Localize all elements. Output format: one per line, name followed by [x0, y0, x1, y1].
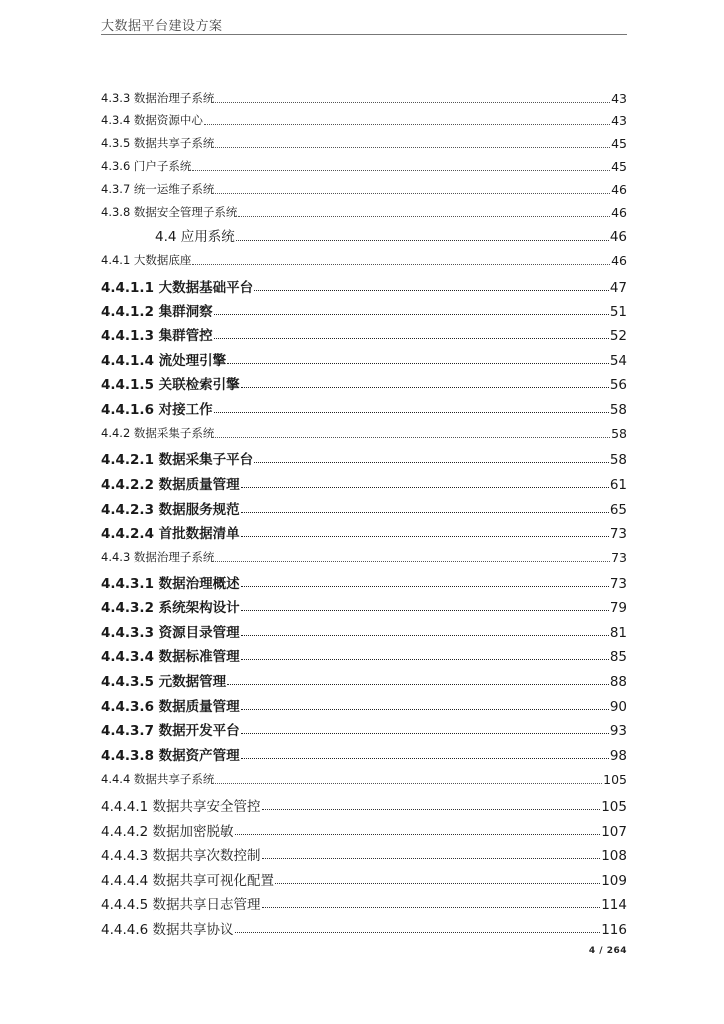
toc-dot-leader [192, 169, 610, 171]
toc-entry-page: 73 [609, 576, 627, 592]
toc-entry-title: 4.4.3.7 数据开发平台 [101, 723, 240, 739]
toc-entry[interactable] [101, 108, 627, 128]
toc-dot-leader [227, 683, 609, 685]
toc-entry-page: 88 [609, 674, 627, 690]
toc-dot-leader [236, 239, 609, 241]
toc-entry[interactable] [101, 617, 627, 641]
toc-dot-leader [215, 560, 610, 562]
toc-entry-page: 58 [611, 426, 627, 441]
toc-entry-page: 81 [609, 625, 627, 641]
toc-entry-page: 73 [611, 550, 627, 565]
toc-dot-leader [192, 263, 610, 265]
toc-entry-title: 4.4.3.1 数据治理概述 [101, 576, 240, 592]
toc-entry-title: 4.4.3.3 资源目录管理 [101, 625, 240, 641]
toc-entry-page: 43 [611, 113, 627, 128]
toc-entry-page: 116 [601, 922, 627, 938]
toc-entry-title: 4.4.1.5 关联检索引擎 [101, 377, 240, 393]
toc-entry[interactable] [101, 740, 627, 764]
toc-dot-leader [227, 362, 609, 364]
toc-entry-page: 98 [609, 748, 627, 764]
toc-entry-title: 4.4.1 大数据底座 [101, 253, 192, 267]
toc-dot-leader [241, 757, 609, 759]
toc-dot-leader [214, 313, 609, 315]
toc-entry-title: 4.3.4 数据资源中心 [101, 113, 203, 127]
toc-entry-page: 108 [601, 848, 627, 864]
toc-entry[interactable] [101, 889, 627, 913]
toc-entry[interactable] [101, 494, 627, 518]
toc-entry-title: 4.3.5 数据共享子系统 [101, 136, 215, 150]
toc-entry-title: 4.4.2 数据采集子系统 [101, 426, 215, 440]
document-header-title: 大数据平台建设方案 [101, 19, 223, 34]
toc-entry-title: 4.4.4.2 数据加密脱敏 [101, 824, 234, 840]
toc-dot-leader [215, 101, 610, 103]
toc-entry-page: 45 [611, 136, 627, 151]
toc-entry-page: 105 [603, 772, 627, 787]
toc-dot-leader [275, 882, 600, 884]
toc-entry-title: 4.4.4.4 数据共享可视化配置 [101, 873, 275, 889]
toc-dot-leader [215, 436, 610, 438]
toc-dot-leader [235, 833, 601, 835]
toc-entry-title: 4.4.4.1 数据共享安全管控 [101, 799, 261, 815]
toc-entry-page: 107 [601, 824, 627, 840]
toc-entry[interactable] [101, 791, 627, 815]
toc-entry-title: 4.4.4.3 数据共享次数控制 [101, 848, 261, 864]
toc-entry-page: 54 [609, 353, 627, 369]
toc-entry-page: 109 [601, 873, 627, 889]
toc-entry-title: 4.4.1.3 集群管控 [101, 328, 213, 344]
toc-entry[interactable] [101, 248, 627, 268]
toc-entry-title: 4.3.8 数据安全管理子系统 [101, 205, 238, 219]
toc-entry-title: 4.3.6 门户子系统 [101, 159, 192, 173]
toc-entry-page: 43 [611, 91, 627, 106]
toc-entry[interactable] [101, 394, 627, 418]
toc-entry-title: 4.4.3 数据治理子系统 [101, 550, 215, 564]
toc-dot-leader [215, 192, 610, 194]
toc-entry-title: 4.4.1.1 大数据基础平台 [101, 280, 254, 296]
toc-dot-leader [241, 585, 609, 587]
toc-entry-title: 4.4.4.6 数据共享协议 [101, 922, 234, 938]
toc-entry-title: 4.4 应用系统 [155, 229, 235, 245]
toc-entry-page: 73 [609, 526, 627, 542]
toc-entry[interactable] [101, 816, 627, 840]
toc-entry[interactable] [101, 154, 627, 174]
toc-dot-leader [204, 123, 610, 125]
toc-entry-page: 85 [609, 649, 627, 665]
toc-entry[interactable] [101, 469, 627, 493]
toc-entry[interactable] [101, 223, 627, 245]
toc-entry-title: 4.4.2.1 数据采集子平台 [101, 452, 254, 468]
toc-dot-leader [214, 337, 609, 339]
toc-entry-page: 105 [601, 799, 627, 815]
toc-entry-page: 46 [609, 229, 627, 245]
toc-entry-page: 51 [609, 304, 627, 320]
toc-dot-leader [241, 511, 609, 513]
toc-entry[interactable] [101, 715, 627, 739]
toc-dot-leader [241, 708, 609, 710]
toc-dot-leader [241, 634, 609, 636]
toc-entry[interactable] [101, 200, 627, 220]
toc-entry-page: 65 [609, 502, 627, 518]
toc-entry[interactable] [101, 840, 627, 864]
toc-entry-title: 4.4.1.2 集群洞察 [101, 304, 213, 320]
toc-entry-title: 4.4.3.2 系统架构设计 [101, 600, 240, 616]
toc-entry[interactable] [101, 86, 627, 106]
toc-entry[interactable] [101, 545, 627, 565]
toc-entry-page: 52 [609, 328, 627, 344]
toc-entry-page: 46 [611, 182, 627, 197]
toc-dot-leader [238, 215, 610, 217]
toc-dot-leader [241, 609, 609, 611]
toc-entry[interactable] [101, 444, 627, 468]
toc-dot-leader [254, 289, 609, 291]
toc-entry-page: 61 [609, 477, 627, 493]
toc-entry[interactable] [101, 518, 627, 542]
toc-entry-title: 4.4.4.5 数据共享日志管理 [101, 897, 261, 913]
toc-entry-title: 4.4.2.3 数据服务规范 [101, 502, 240, 518]
toc-entry[interactable] [101, 865, 627, 889]
toc-entry-page: 56 [609, 377, 627, 393]
toc-entry[interactable] [101, 568, 627, 592]
toc-dot-leader [241, 535, 609, 537]
toc-entry[interactable] [101, 320, 627, 344]
toc-dot-leader [241, 486, 609, 488]
toc-entry-page: 46 [611, 205, 627, 220]
toc-entry-title: 4.4.3.6 数据质量管理 [101, 699, 240, 715]
toc-entry[interactable] [101, 421, 627, 441]
toc-entry-page: 58 [609, 402, 627, 418]
toc-entry-title: 4.4.1.4 流处理引擎 [101, 353, 227, 369]
toc-entry-page: 114 [601, 897, 627, 913]
toc-dot-leader [254, 461, 609, 463]
toc-entry[interactable] [101, 131, 627, 151]
toc-dot-leader [241, 658, 609, 660]
toc-entry-title: 4.4.3.5 元数据管理 [101, 674, 227, 690]
toc-entry-title: 4.4.2.2 数据质量管理 [101, 477, 240, 493]
toc-dot-leader [215, 782, 602, 784]
toc-entry-title: 4.3.7 统一运维子系统 [101, 182, 215, 196]
toc-entry[interactable] [101, 272, 627, 296]
toc-entry-page: 46 [611, 253, 627, 268]
toc-entry[interactable] [101, 345, 627, 369]
toc-dot-leader [241, 386, 609, 388]
toc-dot-leader [241, 732, 609, 734]
toc-entry[interactable] [101, 296, 627, 320]
page-number: 4 / 264 [588, 946, 627, 956]
toc-entry-page: 93 [609, 723, 627, 739]
toc-dot-leader [235, 931, 601, 933]
toc-entry[interactable] [101, 914, 627, 938]
toc-entry-title: 4.4.1.6 对接工作 [101, 402, 213, 418]
toc-dot-leader [262, 906, 601, 908]
toc-entry-page: 79 [609, 600, 627, 616]
toc-entry[interactable] [101, 369, 627, 393]
toc-entry[interactable] [101, 177, 627, 197]
toc-entry-title: 4.4.3.4 数据标准管理 [101, 649, 240, 665]
toc-dot-leader [214, 411, 609, 413]
toc-dot-leader [215, 146, 610, 148]
toc-entry-page: 45 [611, 159, 627, 174]
toc-entry-title: 4.4.3.8 数据资产管理 [101, 748, 240, 764]
toc-entry[interactable] [101, 592, 627, 616]
toc-entry-page: 58 [609, 452, 627, 468]
toc-entry-page: 90 [609, 699, 627, 715]
toc-dot-leader [262, 808, 601, 810]
toc-entry-title: 4.4.2.4 首批数据清单 [101, 526, 240, 542]
toc-entry[interactable] [101, 767, 627, 787]
toc-entry-title: 4.4.4 数据共享子系统 [101, 772, 215, 786]
toc-entry[interactable] [101, 666, 627, 690]
toc-dot-leader [262, 857, 601, 859]
toc-entry-title: 4.3.3 数据治理子系统 [101, 91, 215, 105]
toc-entry[interactable] [101, 691, 627, 715]
toc-entry-page: 47 [609, 280, 627, 296]
toc-entry[interactable] [101, 641, 627, 665]
